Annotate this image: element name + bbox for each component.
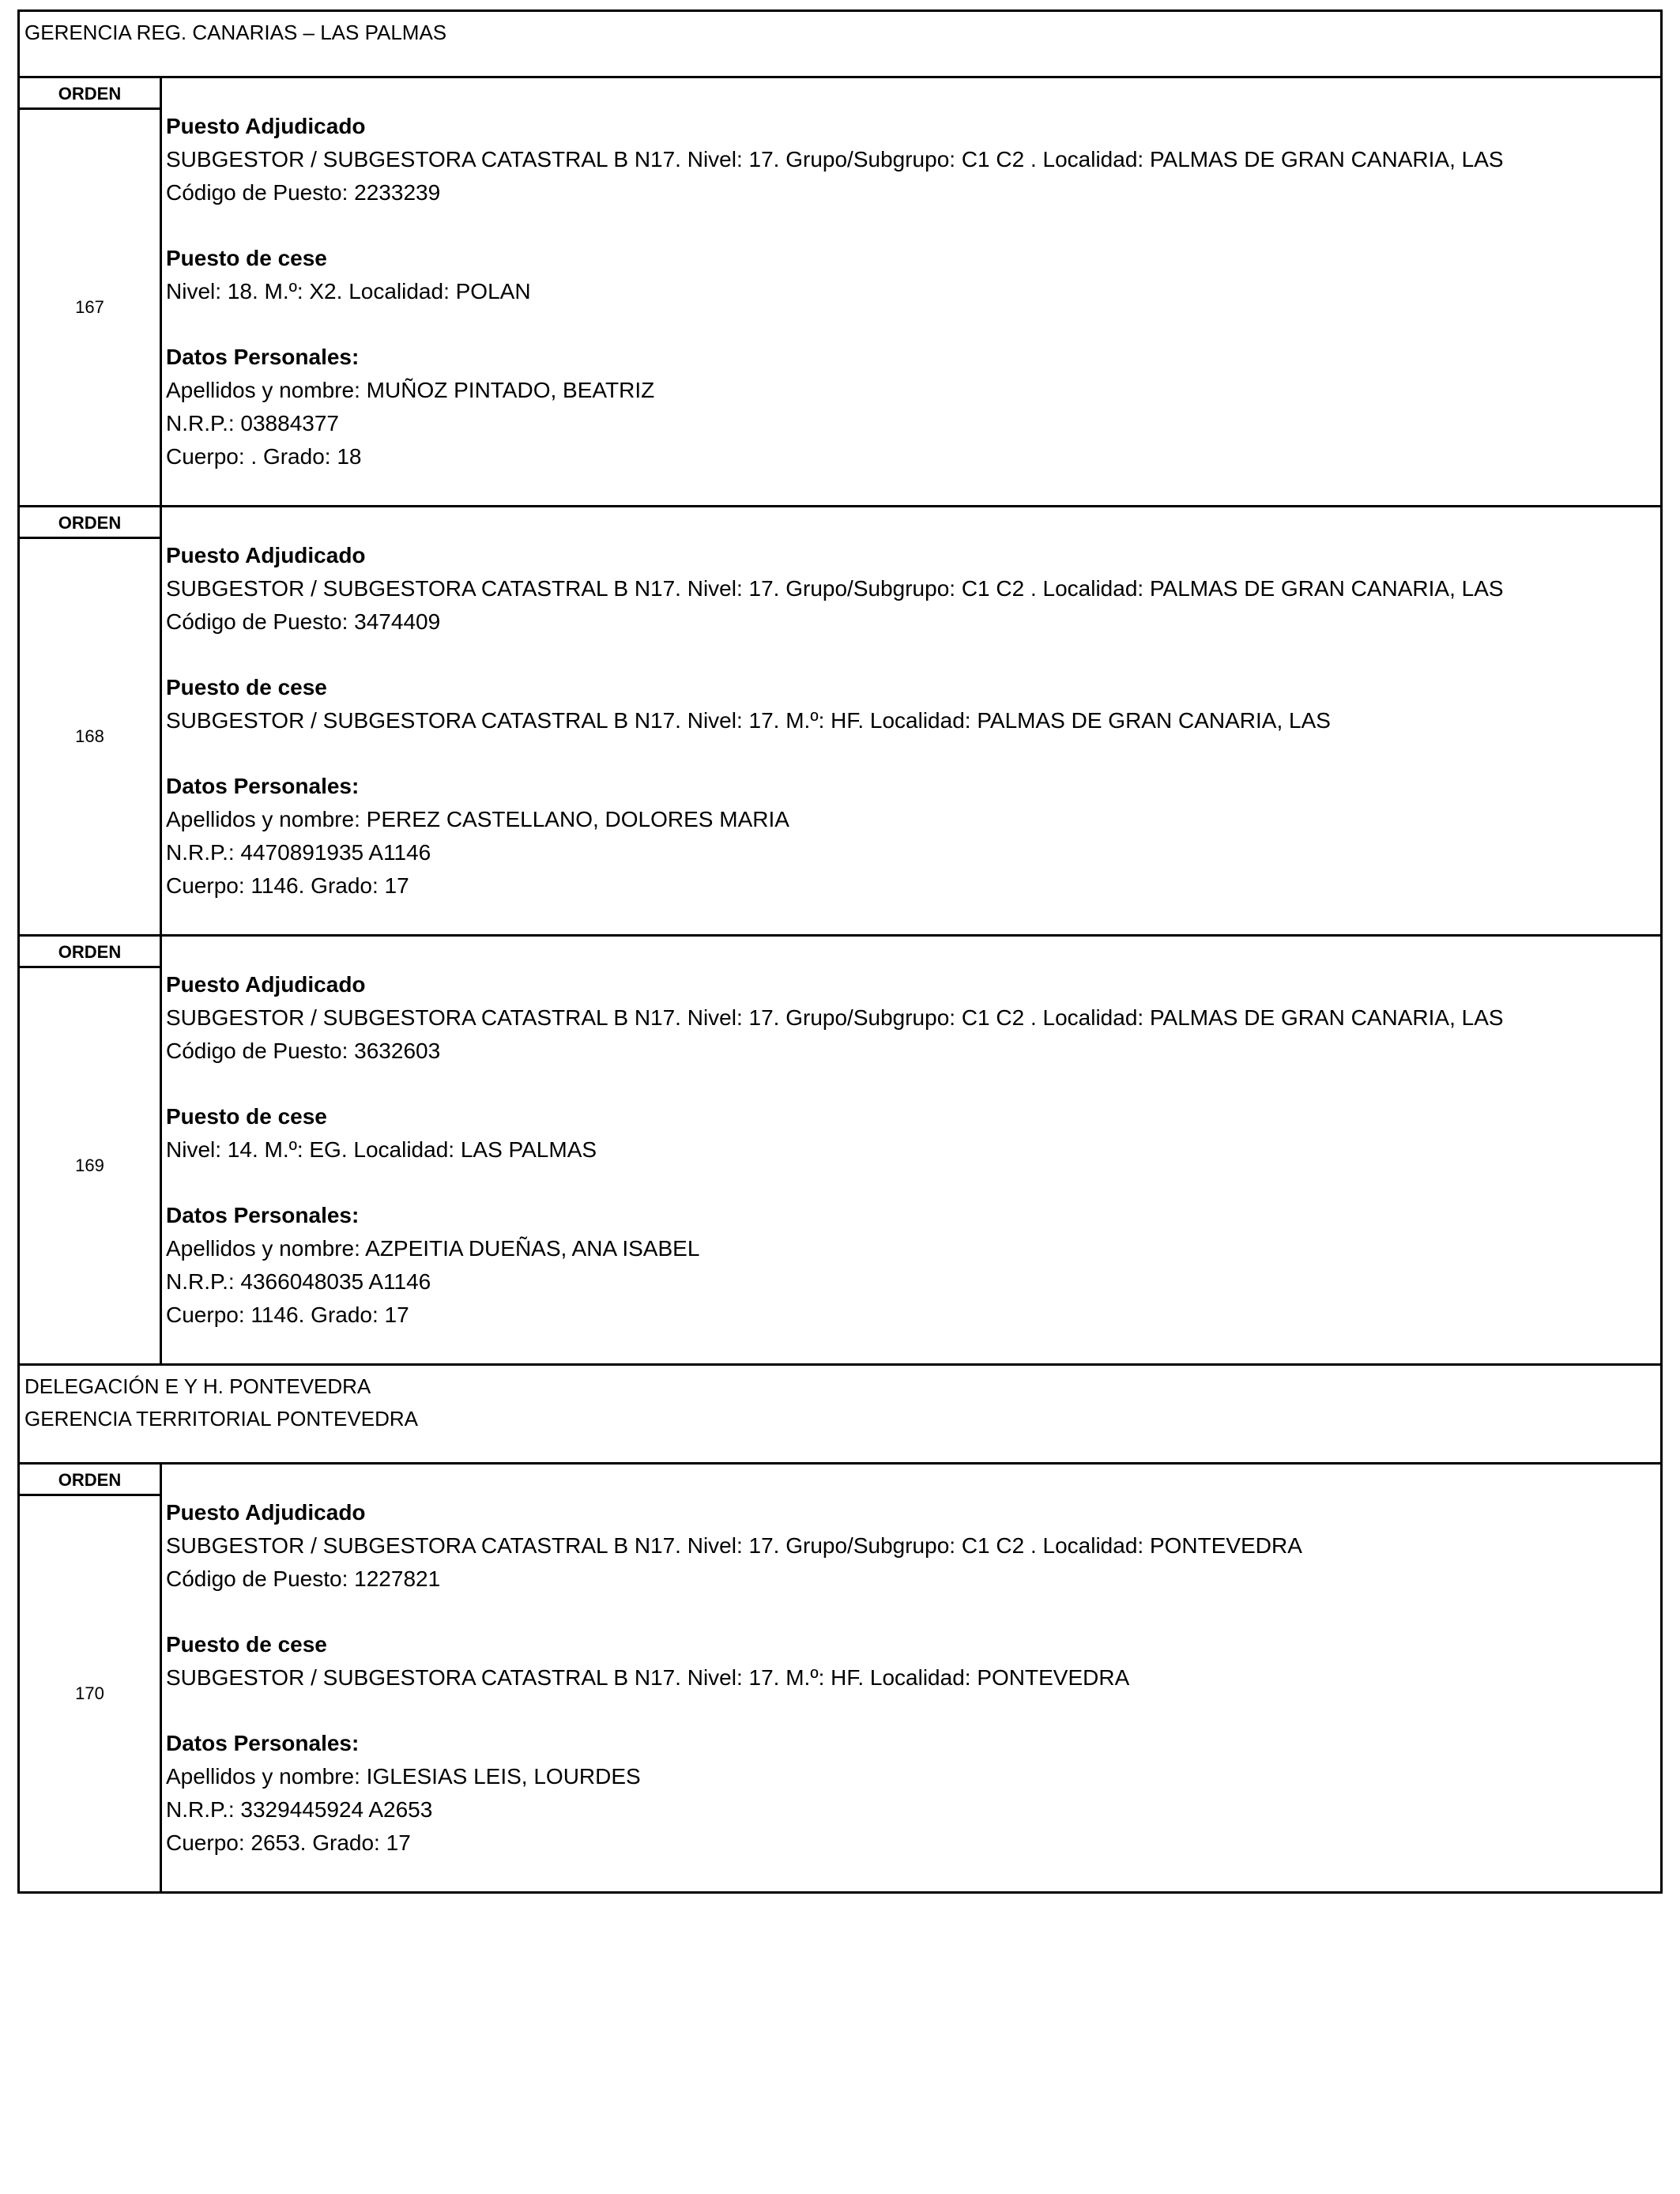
entry-170 — [17, 1462, 1663, 1891]
cese-title: Puesto de cese — [166, 1104, 327, 1129]
codigo-puesto: Código de Puesto: 2233239 — [166, 180, 441, 205]
nombre: Apellidos y nombre: IGLESIAS LEIS, LOURDES — [166, 1764, 641, 1789]
personales-title: Datos Personales: — [166, 774, 360, 798]
orden-label: ORDEN — [20, 78, 160, 110]
adjudicado-line: SUBGESTOR / SUBGESTORA CATASTRAL B N17. Nivel: 17. Grupo/Subgrupo: C1 C2 . Localidad: PALMAS DE GRAN CANARIA, LAS — [166, 1005, 1504, 1030]
orden-column — [20, 1465, 162, 1891]
cuerpo-grado: Cuerpo: . Grado: 18 — [166, 444, 362, 469]
orden-column — [20, 78, 162, 505]
nombre: Apellidos y nombre: MUÑOZ PINTADO, BEATRIZ — [166, 378, 655, 402]
section-header-las-palmas — [17, 9, 1663, 76]
orden-number: 170 — [75, 1683, 104, 1703]
orden-label: ORDEN — [20, 507, 160, 539]
adjudicado-title: Puesto Adjudicado — [166, 114, 366, 138]
section-header-line: GERENCIA TERRITORIAL PONTEVEDRA — [24, 1407, 418, 1431]
orden-column — [20, 507, 162, 934]
nrp: N.R.P.: 4366048035 A1146 — [166, 1269, 431, 1294]
nrp: N.R.P.: 4470891935 A1146 — [166, 840, 431, 865]
section-header-line: GERENCIA REG. CANARIAS – LAS PALMAS — [24, 21, 447, 44]
cuerpo-grado: Cuerpo: 2653. Grado: 17 — [166, 1830, 411, 1855]
entry-content — [162, 1465, 1307, 1891]
cese-line: SUBGESTOR / SUBGESTORA CATASTRAL B N17. Nivel: 17. M.º: HF. Localidad: PALMAS DE GRAN CANARIA, LAS — [166, 708, 1331, 733]
adjudicado-line: SUBGESTOR / SUBGESTORA CATASTRAL B N17. Nivel: 17. Grupo/Subgrupo: C1 C2 . Localidad: PALMAS DE GRAN CANARIA, LAS — [166, 147, 1504, 172]
adjudicado-title: Puesto Adjudicado — [166, 972, 366, 997]
nrp: N.R.P.: 3329445924 A2653 — [166, 1797, 433, 1822]
personales-title: Datos Personales: — [166, 1203, 360, 1227]
nombre: Apellidos y nombre: AZPEITIA DUEÑAS, ANA ISABEL — [166, 1236, 700, 1261]
cese-line: SUBGESTOR / SUBGESTORA CATASTRAL B N17. Nivel: 17. M.º: HF. Localidad: PONTEVEDRA — [166, 1665, 1130, 1690]
table-bottom-border — [17, 1891, 1663, 1894]
entry-content — [162, 937, 1509, 1363]
orden-number: 167 — [75, 297, 104, 317]
nrp: N.R.P.: 03884377 — [166, 411, 339, 435]
cese-title: Puesto de cese — [166, 675, 327, 699]
adjudicado-line: SUBGESTOR / SUBGESTORA CATASTRAL B N17. Nivel: 17. Grupo/Subgrupo: C1 C2 . Localidad: PALMAS DE GRAN CANARIA, LAS — [166, 576, 1504, 601]
cuerpo-grado: Cuerpo: 1146. Grado: 17 — [166, 873, 409, 898]
orden-label: ORDEN — [20, 1465, 160, 1496]
document-table — [17, 9, 1663, 1894]
codigo-puesto: Código de Puesto: 3474409 — [166, 609, 441, 634]
adjudicado-title: Puesto Adjudicado — [166, 543, 366, 567]
cese-title: Puesto de cese — [166, 1632, 327, 1657]
cese-line: Nivel: 18. M.º: X2. Localidad: POLAN — [166, 279, 531, 303]
entry-content — [162, 507, 1509, 934]
adjudicado-line: SUBGESTOR / SUBGESTORA CATASTRAL B N17. Nivel: 17. Grupo/Subgrupo: C1 C2 . Localidad: PONTEVEDRA — [166, 1533, 1302, 1558]
orden-column — [20, 937, 162, 1363]
cese-line: Nivel: 14. M.º: EG. Localidad: LAS PALMAS — [166, 1137, 597, 1162]
entry-169 — [17, 934, 1663, 1363]
section-header-pontevedra — [17, 1363, 1663, 1462]
orden-number: 169 — [75, 1155, 104, 1175]
personales-title: Datos Personales: — [166, 1731, 360, 1755]
adjudicado-title: Puesto Adjudicado — [166, 1500, 366, 1525]
codigo-puesto: Código de Puesto: 3632603 — [166, 1039, 441, 1063]
entry-167 — [17, 76, 1663, 505]
entry-168 — [17, 505, 1663, 934]
orden-label: ORDEN — [20, 937, 160, 968]
entry-content — [162, 78, 1509, 505]
cuerpo-grado: Cuerpo: 1146. Grado: 17 — [166, 1302, 409, 1327]
codigo-puesto: Código de Puesto: 1227821 — [166, 1566, 441, 1591]
nombre: Apellidos y nombre: PEREZ CASTELLANO, DOLORES MARIA — [166, 807, 789, 831]
orden-number: 168 — [75, 726, 104, 746]
cese-title: Puesto de cese — [166, 246, 327, 270]
section-header-line: DELEGACIÓN E Y H. PONTEVEDRA — [24, 1374, 371, 1398]
personales-title: Datos Personales: — [166, 345, 360, 369]
